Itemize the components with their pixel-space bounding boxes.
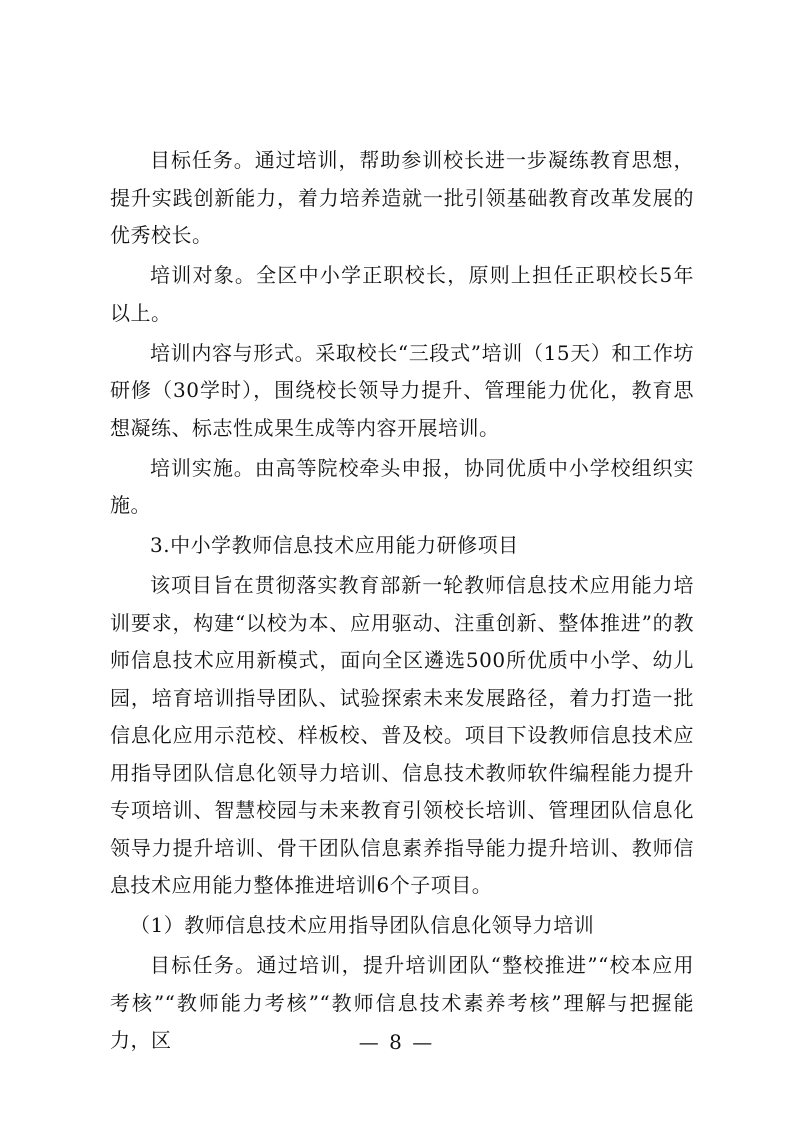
paragraph-training-object: 培训对象。全区中小学正职校长，原则上担任正职校长5年以上。 bbox=[110, 263, 694, 325]
paragraph-training-content: 培训内容与形式。采取校长“三段式”培训（15天）和工作坊研修（30学时），围绕校长领导力提升、管理能力优化，教育思想凝练、标志性成果生成等内容开展培训。 bbox=[110, 340, 694, 440]
document-body bbox=[110, 142, 694, 1060]
section-heading-3: 3.中小学教师信息技术应用能力研修项目 bbox=[150, 533, 519, 557]
paragraph-training-implementation: 培训实施。由高等院校牵头申报，协同优质中小学校组织实施。 bbox=[110, 455, 694, 517]
paragraph-target-task-2: 目标任务。通过培训，提升培训团队“整校推进”“校本应用考核”“教师能力考核”“教师信息技术素养考核”理解与把握能力，区 bbox=[110, 953, 694, 1052]
paragraph-project-description: 该项目旨在贯彻落实教育部新一轮教师信息技术应用能力培训要求，构建“以校为本、应用驱动、注重创新、整体推进”的教师信息技术应用新模式，面向全区遴选500所优质中小学、幼儿园，培育培训指导团队、试验探索未来发展路径，着力打造一批信息化应用示范校、样板校、普及校。项目下设教师信息技术应用指导团队信息化领导力培训、信息技术教师软件编程能力提升专项培训、智慧校园与未来教育引领校长培训、管理团队信息化领导力提升培训、骨干团队信息素养指导能力提升培训、教师信息技术应用能力整体推进培训6个子项目。 bbox=[110, 573, 694, 897]
subsection-heading-1: （1）教师信息技术应用指导团队信息化领导力培训 bbox=[130, 913, 595, 937]
paragraph-target-task: 目标任务。通过培训，帮助参训校长进一步凝练教育思想，提升实践创新能力，着力培养造就一批引领基础教育改革发展的优秀校长。 bbox=[110, 148, 694, 247]
page-number: — 8 — bbox=[358, 1030, 435, 1054]
